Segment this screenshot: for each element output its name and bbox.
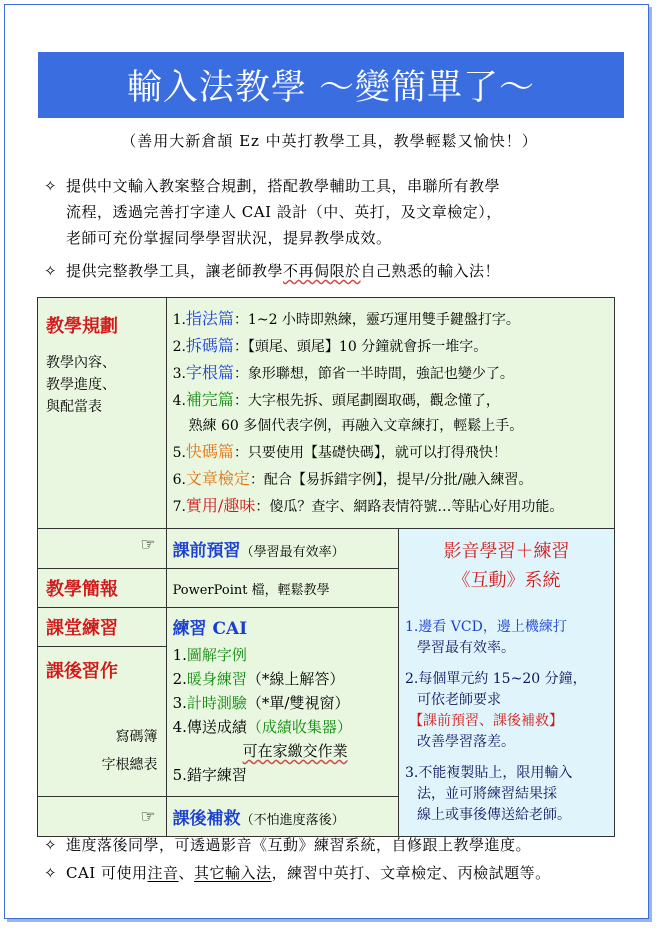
preview-note: （學習最有效率） [240,545,345,560]
curriculum-table [37,297,615,837]
remedial-note: （不怕進度落後） [240,813,345,828]
homework-label-cell [38,647,167,797]
av-title-2: 《互動》系統 [452,570,561,591]
title-banner [38,52,624,118]
plan-list-cell: 1.指法篇：1~2 小時即熟練，靈巧運用雙手鍵盤打字。 2.拆碼篇：【頭尾、頭尾】10 分鐘就會拆一堆字。 3.字根篇：象形聯想，節省一半時間，強記也變少了。 4.補完篇：大字根先拆、頭尾劃圈取碼，觀念懂了， 熟練 60 多個代表字例，再融入文章練打，輕鬆上手。 5.快碼篇：只要使用【基礎快碼】，就可以打得飛快！ 6.文章檢定：配合【易拆錯字例】，提早/分批/融入練習。 7.實用/趣味：傻瓜？查字、網路表情符號…等貼心好用功能。 [166,298,614,529]
intro-b1-line3: 老師可充份掌握同學學習狀況，提昇教學成效。 [66,229,392,247]
cai-item: 錯字練習 [186,766,247,784]
cai-cell: 練習 CAI 1.圖解字例 2.暖身練習（*線上解答） 3.計時測驗（*單/雙視窗） 4.傳送成績（成績收集器） 可在家繳交作業 5.錯字練習 [166,608,398,797]
bullet-mark-icon: ✧ [44,177,58,195]
remedial-cell [166,797,398,837]
av-p1b: 學習最有效率。 [416,640,515,656]
av-system-cell [398,529,614,837]
intro-b2-post: 自己熟悉的輸入法！ [360,262,501,280]
cai-title: 練習 CAI [172,619,248,639]
intro-b1-line2: 流程，透過完善打字達人 CAI 設計（中、英打，及文章檢定）， [66,203,502,221]
plan-desc-1: 教學內容、 [46,355,116,371]
bullet-mark-icon: ✧ [44,262,58,280]
remedial-label: 課後補救 [172,809,241,829]
preview-label: 課前預習 [172,541,241,561]
bullet-mark-icon: ✧ [44,864,58,882]
plan-heading: 教學規劃 [46,316,118,337]
footer-bullet-1 [44,832,531,858]
plan-desc-2: 教學進度、 [46,377,116,393]
plan-item-name: 文章檢定 [185,469,250,488]
cai-item: 傳送成績 [186,718,247,736]
homework-desc-1: 寫碼簿 [115,729,158,745]
homework-desc-2: 字根總表 [101,757,158,773]
footer-bullet-2: ✧ CAI 可使用注音、其它輸入法，練習中英打、文章檢定、丙檢試題等。 [44,860,551,886]
av-p2a: 2.每個單元約 15~20 分鐘， [404,671,587,687]
pointer-icon: ☞ [140,535,156,555]
pointer-cell-remedial [38,797,167,837]
cai-item: 計時測驗 [186,694,247,712]
footer-line-1: 進度落後同學，可透過影音《互動》練習系統，自修跟上教學進度。 [66,836,532,854]
av-p2b: 可依老師要求 [416,692,501,708]
pointer-cell-preview [38,529,167,569]
plan-item-name: 字根篇 [185,363,234,382]
bullet-mark-icon: ✧ [44,836,58,854]
plan-item-name: 實用/趣味 [185,496,256,515]
av-p3a: 3.不能複製貼上，限用輸入 [404,765,573,781]
intro-bullet-1 [44,173,502,251]
classroom-label-cell [38,608,167,647]
intro-bullet-2 [44,258,500,284]
intro-b1-line1: 提供中文輸入教案整合規劃，搭配教學輔助工具，串聯所有教學 [66,177,501,195]
pointer-icon: ☞ [140,806,156,827]
footer-underline-1: 注音 [147,864,179,882]
homework-note: 可在家繳交作業 [242,742,348,760]
briefing-cell [166,569,398,608]
intro-b2-pre: 提供完整教學工具，讓老師教學 [66,262,284,280]
page-title: 輸入法教學 ～變簡單了～ [126,68,536,108]
briefing-label-cell [38,569,167,608]
classroom-heading: 課堂練習 [46,618,118,639]
plan-item-name: 拆碼篇 [185,336,234,355]
subtitle: （善用大新倉頡 Ez 中英打教學工具，教學輕鬆又愉快！） [121,132,538,150]
av-title-1: 影音學習＋練習 [443,541,570,562]
cai-item: 暖身練習 [186,670,247,688]
preview-cell [166,529,398,569]
plan-label-cell [38,298,167,529]
av-p2d: 改善學習落差。 [416,734,515,750]
plan-item-name: 指法篇 [185,309,234,328]
av-p1a: 1.邊看 VCD，邊上機練打 [404,619,567,635]
av-p2c: 【課前預習、課後補救】 [408,713,563,729]
briefing-text: PowerPoint 檔，輕鬆教學 [172,582,330,598]
plan-item-name: 快碼篇 [185,442,234,461]
plan-desc-3: 與配當表 [46,399,102,415]
plan-item-name: 補完篇 [185,390,234,409]
homework-heading: 課後習作 [46,661,118,682]
briefing-heading: 教學簡報 [46,579,118,600]
av-p3b: 法，並可將練習結果採 [416,786,557,802]
intro-b2-wavy: 不再侷限於 [283,262,361,280]
cai-item: 圖解字例 [186,646,247,664]
footer-underline-2: 其它輸入法 [194,864,272,882]
av-p3c: 線上或事後傳送給老師。 [416,807,571,823]
